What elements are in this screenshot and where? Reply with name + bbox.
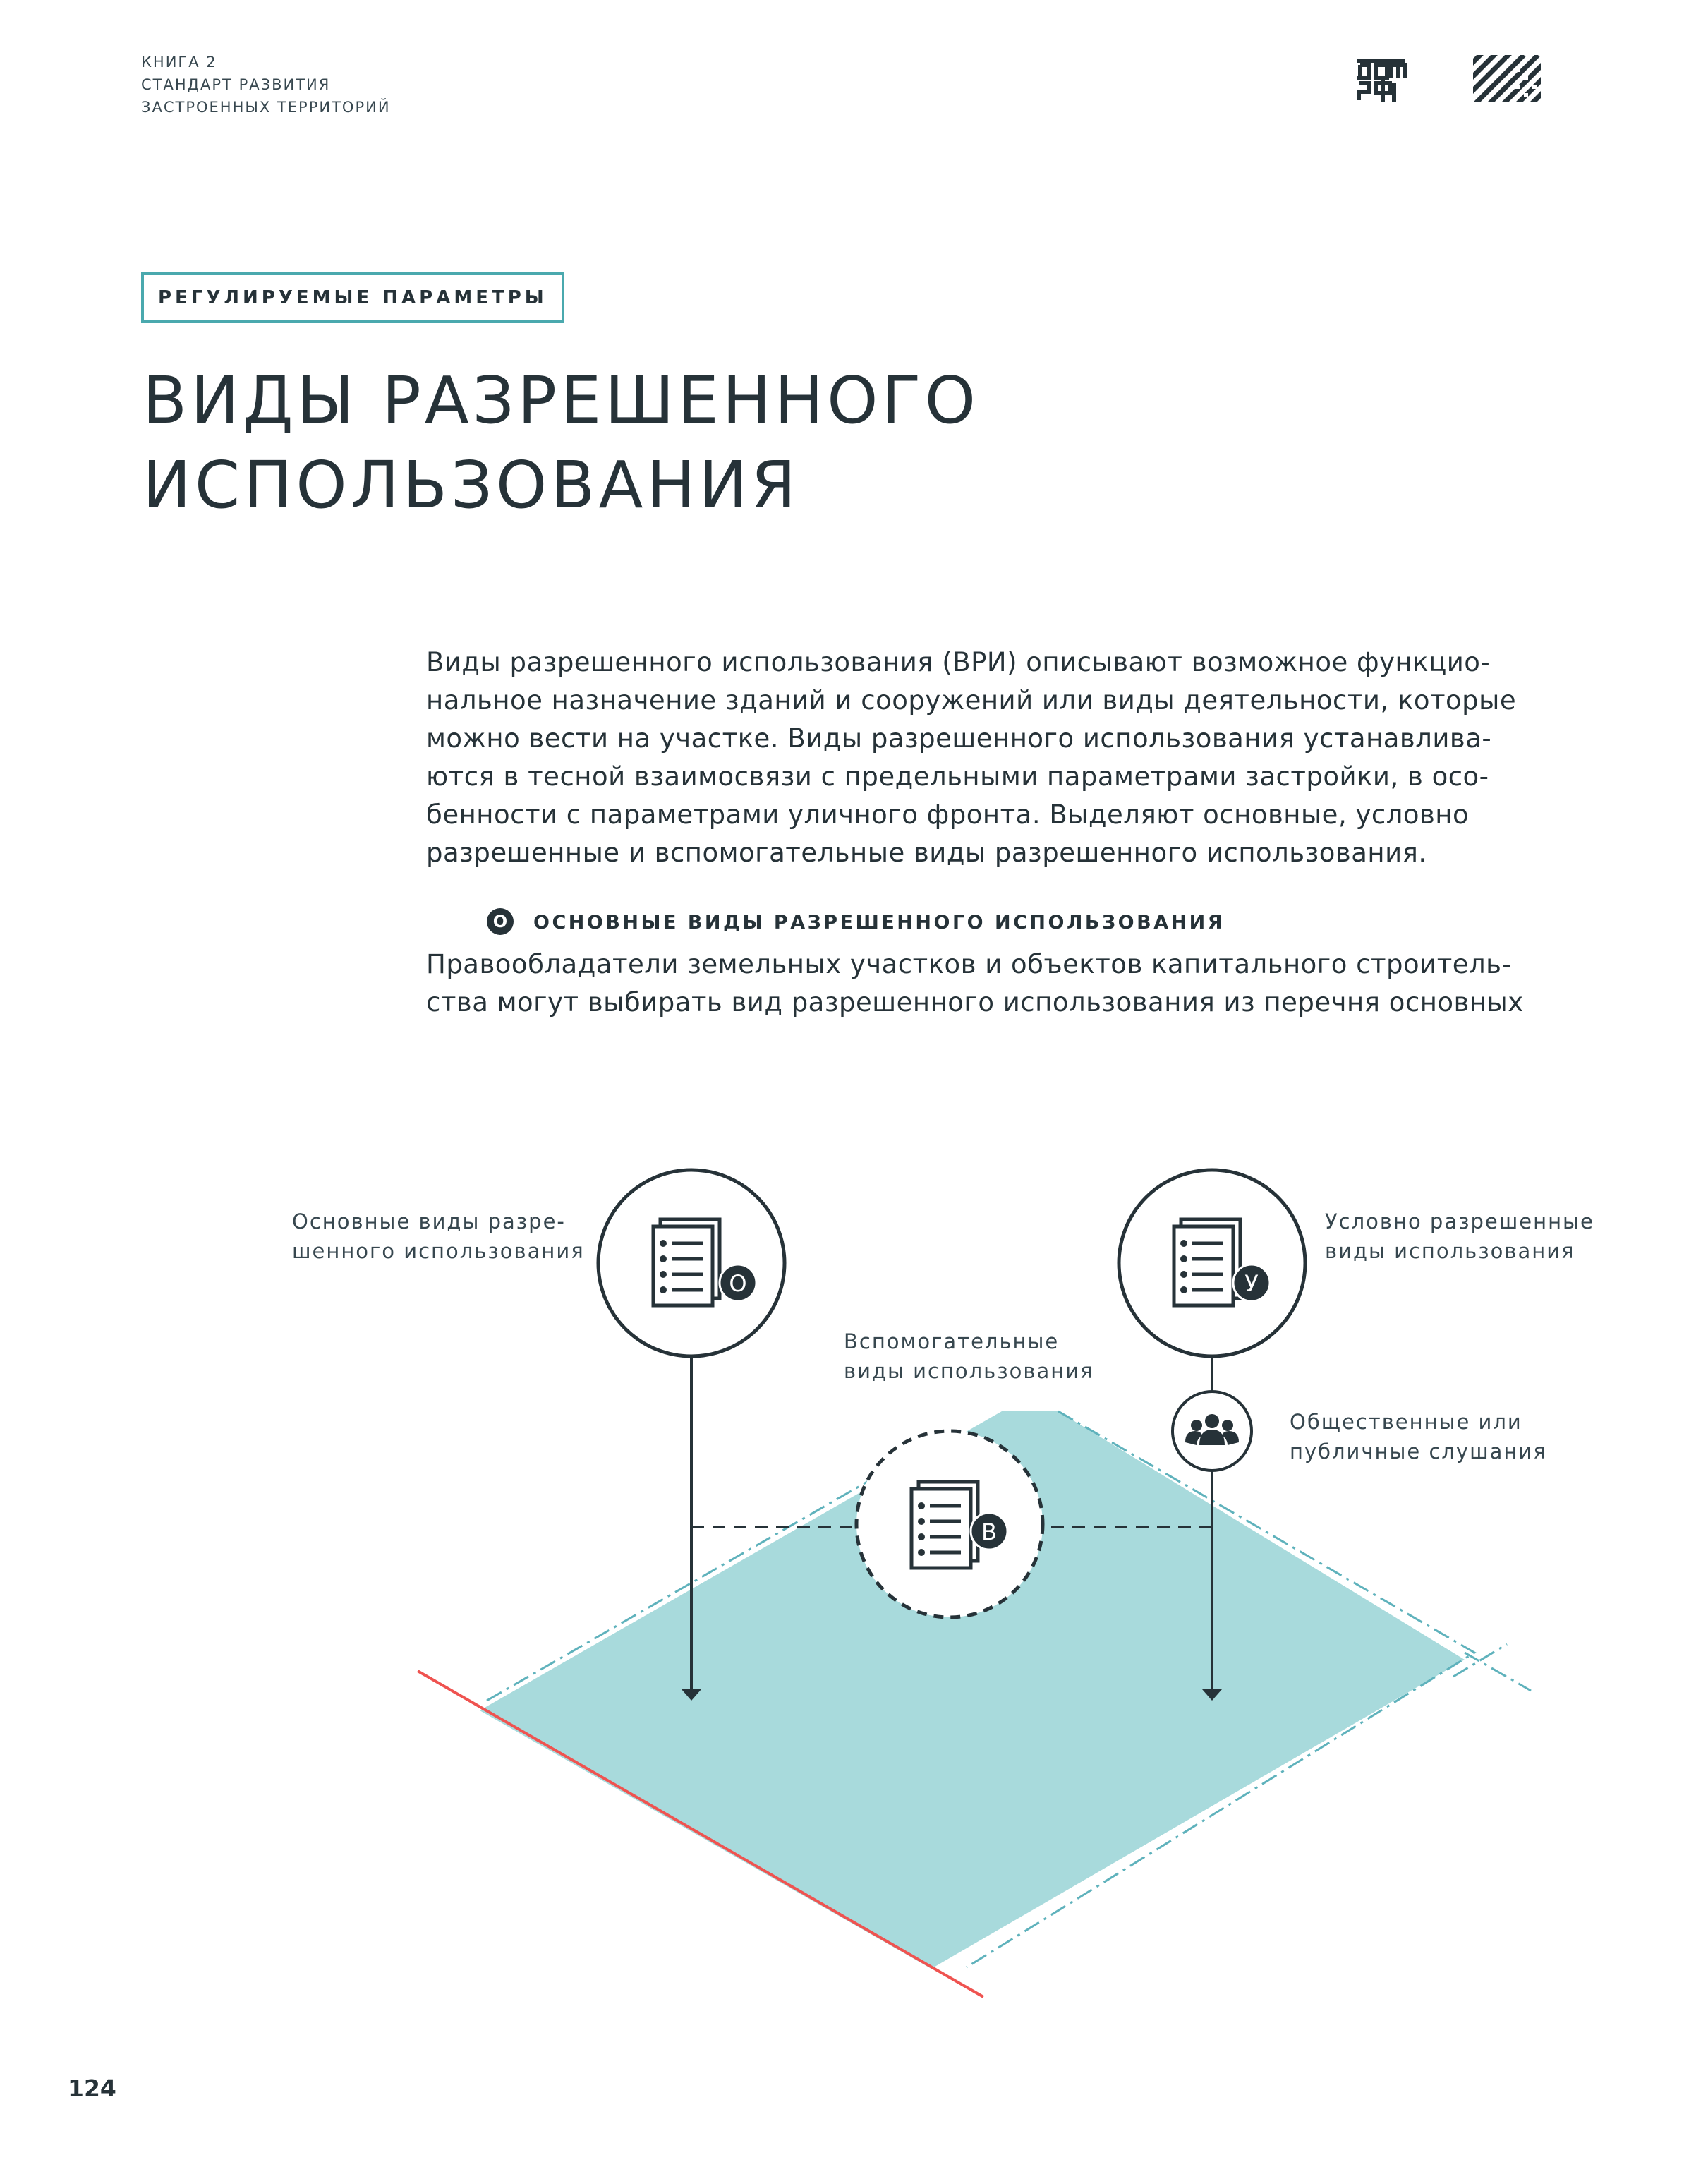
subsection-badge: О xyxy=(487,908,514,935)
header-line-1: КНИГА 2 xyxy=(141,54,217,71)
intro-line: ются в тесной взаимосвязи с предельными параметрами застройки, в осо- xyxy=(426,761,1489,792)
intro-line: можно вести на участке. Виды разрешенного использования устанавлива- xyxy=(426,723,1492,754)
intro-line: бенности с параметрами уличного фронта. Выделяют основные, условно xyxy=(426,799,1470,830)
hearings-label xyxy=(1290,1407,1547,1466)
subsection-line: ства могут выбирать вид разрешенного использования из перечня основных xyxy=(426,987,1524,1018)
label-line: публичные слушания xyxy=(1290,1439,1547,1463)
hearings-circle xyxy=(1173,1392,1252,1471)
label-line: виды использования xyxy=(1325,1239,1575,1263)
header-line-2: СТАНДАРТ РАЗВИТИЯ xyxy=(141,76,331,93)
document-list-icon xyxy=(1174,1219,1240,1305)
label-line: Вспомогательные xyxy=(844,1329,1060,1353)
conditional-letter: У xyxy=(1244,1270,1259,1297)
section-tag: РЕГУЛИРУЕМЫЕ ПАРАМЕТРЫ xyxy=(141,272,564,323)
auxiliary-uses-label xyxy=(844,1327,1094,1386)
label-line: Общественные или xyxy=(1290,1410,1522,1434)
document-list-icon xyxy=(653,1219,720,1305)
subsection-heading: ОСНОВНЫЕ ВИДЫ РАЗРЕШЕННОГО ИСПОЛЬЗОВАНИЯ xyxy=(533,912,1225,934)
label-line: шенного использования xyxy=(292,1239,585,1263)
title-line-2: ИСПОЛЬЗОВАНИЯ xyxy=(143,447,800,523)
header-line-3: ЗАСТРОЕННЫХ ТЕРРИТОРИЙ xyxy=(141,99,391,116)
subsection-line: Правообладатели земельных участков и объектов капитального строитель- xyxy=(426,949,1512,979)
main-letter: О xyxy=(729,1270,747,1297)
main-uses-circle xyxy=(598,1170,785,1356)
conditional-uses-circle xyxy=(1119,1170,1305,1356)
label-line: Основные виды разре- xyxy=(292,1209,566,1233)
intro-line: нальное назначение зданий и сооружений или виды деятельности, которые xyxy=(426,685,1517,716)
intro-line: Виды разрешенного использования (ВРИ) описывают возможное функцио- xyxy=(426,647,1491,677)
intro-line: разрешенные и вспомогательные виды разрешенного использования. xyxy=(426,838,1427,868)
page-number: 124 xyxy=(68,2075,116,2102)
title-line-1: ВИДЫ РАЗРЕШЕННОГО xyxy=(143,363,980,438)
main-uses-label xyxy=(292,1207,585,1266)
conditional-uses-label xyxy=(1325,1207,1594,1266)
label-line: Условно разрешенные xyxy=(1325,1209,1594,1233)
auxiliary-letter: В xyxy=(981,1519,997,1545)
label-line: виды использования xyxy=(844,1359,1094,1383)
document-list-icon xyxy=(911,1482,978,1568)
auxiliary-uses-circle xyxy=(856,1431,1043,1617)
